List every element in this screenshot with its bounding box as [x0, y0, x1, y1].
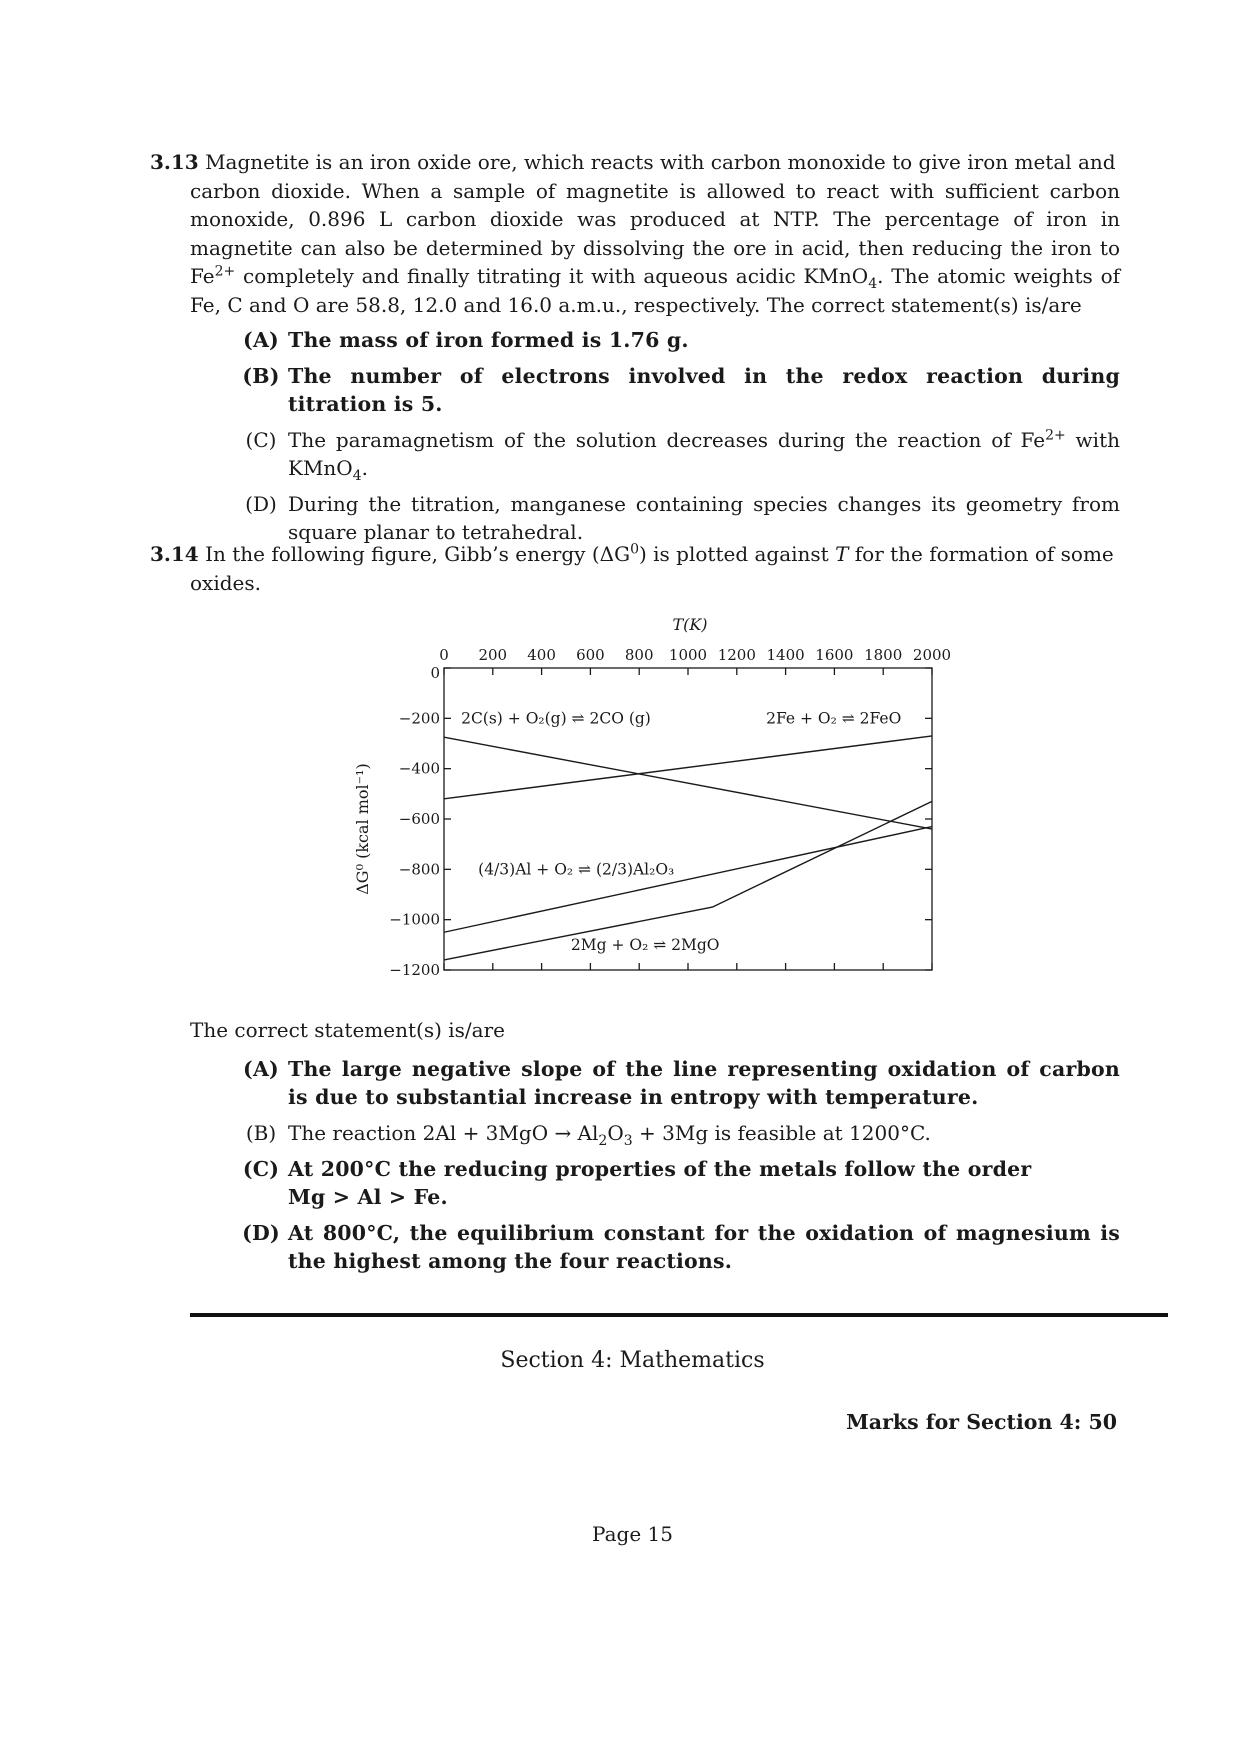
- option-label: (C): [245, 428, 277, 452]
- label-magnesium: 2Mg + O₂ ⇌ 2MgO: [570, 935, 720, 954]
- option-c: [238, 1155, 1120, 1211]
- x-tick-label: 2000: [912, 646, 952, 664]
- y-tick-label: −400: [398, 759, 440, 778]
- x-tick-label: 1800: [864, 646, 903, 664]
- x-tick-label: 400: [527, 646, 556, 664]
- label-iron: 2Fe + O₂ ⇌ 2FeO: [766, 709, 902, 728]
- section-divider: [190, 1313, 1168, 1317]
- option-text: The mass of iron formed is 1.76 g.: [288, 328, 689, 352]
- question-text-body: carbon dioxide. When a sample of magnetite is allowed to react with sufficient carbon monoxide, 0.896 L carbon dioxide was produced at NTP. The percentage of iron in magnetite can also be determined by dissolving the ore in acid, then reducing the iron to $Fe^{2+}$ completely and finally titrating it with aqueous acidic KMnO$_4$. The atomic weights of Fe, C and O are 58.8, 12.0 and 16.0 a.m.u., respectively. The correct statement(s) is/are: [190, 178, 1121, 317]
- y-tick-label: −1200: [389, 961, 440, 979]
- chart-labels: [461, 709, 901, 954]
- option-text: The paramagnetism of the solution decreases during the reaction of $Fe^{2+}$ with KMnO$_4$.: [288, 427, 1120, 484]
- y-tick-label: −1000: [389, 910, 440, 929]
- option-a: [238, 1055, 1120, 1111]
- y-tick-label: −800: [398, 860, 440, 879]
- option-label: (D): [245, 492, 277, 516]
- question-text-line2: oxides.: [190, 570, 261, 595]
- option-text: The large negative slope of the line representing oxidation of carbon is due to substantial increase in entropy with temperature.: [288, 1057, 1120, 1109]
- x-tick-label: 1600: [815, 646, 854, 664]
- option-label: (B): [245, 1121, 277, 1145]
- question-text-line1: Magnetite is an iron oxide ore, which reacts with carbon monoxide to give iron metal and: [205, 150, 1116, 174]
- question-3-14-options: [238, 1055, 1120, 1283]
- x-tick-label: 0: [439, 646, 449, 664]
- option-text-line1: At 200°C the reducing properties of the metals follow the order: [288, 1157, 1032, 1181]
- y-tick-label: 0: [430, 664, 440, 682]
- label-carbon: 2C(s) + O₂(g) ⇌ 2CO (g): [461, 709, 651, 728]
- page-number: Page 15: [592, 1522, 673, 1546]
- option-text: At 800°C, the equilibrium constant for the oxidation of magnesium is the highest among the four reactions.: [288, 1221, 1120, 1273]
- option-b: [238, 1119, 1120, 1147]
- option-text: The reaction $2Al + 3MgO \to Al_2O_3 + 3Mg$ is feasible at 1200°C.: [288, 1121, 931, 1149]
- option-label: (A): [243, 328, 279, 352]
- y-tick-label: −600: [398, 810, 440, 828]
- question-text-line1: In the following figure, Gibb’s energy $(\Delta G^0)$ is plotted against T for the formation of some: [205, 541, 1114, 566]
- chart-lines: [444, 736, 932, 960]
- question-number: 3.13: [150, 150, 199, 174]
- y-axis-title: ΔG⁰ (kcal mol⁻¹): [353, 763, 372, 895]
- x-tick-label: 1400: [766, 646, 805, 664]
- section-title: Section 4: Mathematics: [500, 1348, 765, 1373]
- aluminium-line: [444, 827, 932, 933]
- iron-line: [444, 736, 932, 799]
- question-number: 3.14: [150, 542, 199, 566]
- x-tick-label: 200: [478, 646, 508, 664]
- x-tick-label: 1000: [668, 646, 708, 664]
- x-tick-label: 800: [624, 646, 654, 664]
- carbon-line: [444, 737, 932, 829]
- y-tick-label: −200: [398, 709, 440, 728]
- option-label: (D): [242, 1221, 280, 1245]
- option-text: During the titration, manganese containing species changes its geometry from square planar to tetrahedral.: [288, 492, 1120, 544]
- x-axis-title: T(K): [672, 615, 708, 634]
- section-marks: Marks for Section 4: 50: [846, 1410, 1117, 1434]
- option-text: The number of electrons involved in the redox reaction during titration is 5.: [288, 364, 1120, 416]
- option-text-line2: Mg > Al > Fe.: [288, 1185, 448, 1209]
- option-d: [238, 1219, 1120, 1275]
- chart-axes: [353, 615, 951, 979]
- option-label: (C): [242, 1157, 280, 1181]
- option-label: (A): [243, 1057, 279, 1081]
- x-tick-label: 1200: [717, 646, 756, 664]
- option-label: (B): [242, 364, 280, 388]
- correct-statement-label: The correct statement(s) is/are: [190, 1018, 505, 1042]
- label-aluminium: (4/3)Al + O₂ ⇌ (2/3)Al₂O₃: [478, 860, 675, 879]
- x-tick-label: 600: [576, 646, 605, 664]
